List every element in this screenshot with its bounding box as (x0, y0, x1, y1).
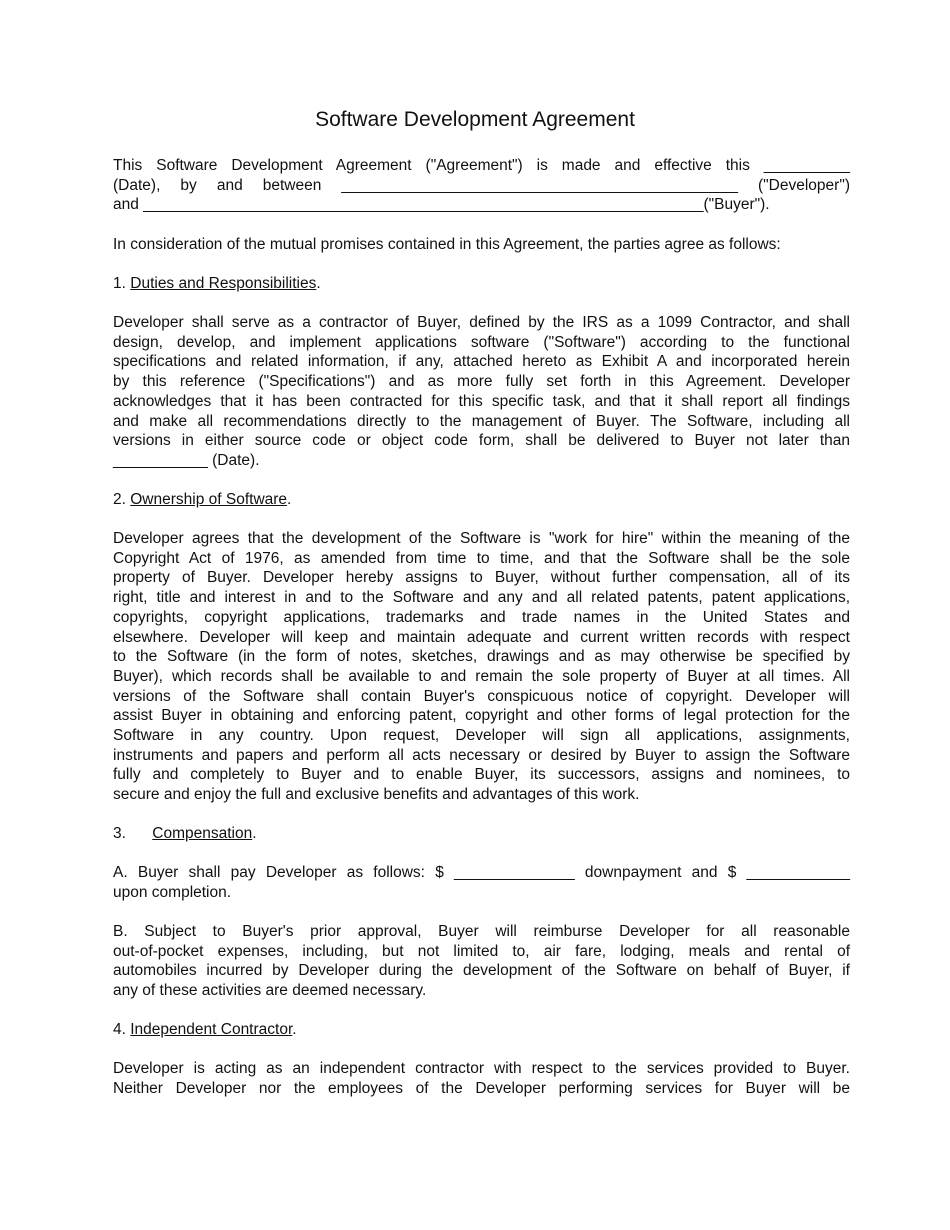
body-line: secure and enjoy the full and exclusive benefits and advantages of this work. (113, 786, 640, 804)
heading-period: . (252, 825, 257, 842)
heading-period: . (287, 491, 292, 508)
body-line: versions in either source code or object code form, shall be delivered to Buyer not later than (113, 432, 850, 450)
body-line: upon completion. (113, 883, 232, 901)
body-line: design, develop, and implement applications software ("Software") according to the functional (113, 333, 850, 351)
consideration-paragraph: In consideration of the mutual promises contained in this Agreement, the parties agree as follows: (113, 236, 781, 253)
body-line: Neither Developer nor the employees of the Developer performing services for Buyer will be (113, 1079, 850, 1097)
section-1-heading (113, 274, 850, 294)
body-line: A. Buyer shall pay Developer as follows: $ ______________ downpayment and $ ____________ (113, 864, 850, 881)
body-line: by this reference ("Specifications") and as more fully set forth in this Agreement. Developer (113, 373, 850, 391)
section-number: 3. (113, 825, 126, 842)
body-line: elsewhere. Developer will keep and maintain adequate and current written records with respect (113, 628, 850, 646)
section-heading: Independent Contractor (130, 1021, 293, 1038)
document-title: Software Development Agreement (315, 108, 635, 131)
section-number: 2. (113, 491, 126, 508)
section-2-body (113, 529, 850, 805)
body-line: Developer agrees that the development of the Software is "work for hire" within the meaning of the (113, 530, 850, 547)
intro-paragraph (113, 156, 850, 215)
section-4-heading (113, 1020, 850, 1040)
section-number: 1. (113, 275, 126, 292)
body-line: copyrights, copyright applications, trademarks and trade names in the United States and (113, 608, 850, 626)
body-line: out-of-pocket expenses, including, but not limited to, air fare, lodging, meals and rental of (113, 942, 850, 960)
intro-line: (Date), by and between ______________________________________________ ("Developer") (113, 176, 850, 194)
body-line: Software in any country. Upon request, Developer will sign all applications, assignments, (113, 727, 850, 745)
section-3-heading (113, 824, 850, 844)
section-heading: Ownership of Software (130, 491, 288, 508)
section-number: 4. (113, 1021, 126, 1038)
section-4-body (113, 1059, 850, 1098)
section-heading: Duties and Responsibilities (130, 275, 317, 292)
body-line: B. Subject to Buyer's prior approval, Buyer will reimburse Developer for all reasonable (113, 923, 850, 940)
body-line: Buyer), which records shall be available to and remain the sole property of Buyer at all times. All (113, 667, 850, 685)
body-line: ___________ (Date). (113, 451, 260, 469)
section-3a-paragraph (113, 863, 850, 902)
body-line: specifications and related information, if any, attached hereto as Exhibit A and incorporated herein (113, 353, 850, 371)
section-1-body (113, 313, 850, 471)
intro-line: This Software Development Agreement ("Agreement") is made and effective this __________ (113, 157, 850, 174)
body-line: acknowledges that it has been contracted for this specific task, and that it shall report all findings (113, 392, 850, 410)
heading-period: . (292, 1021, 297, 1038)
heading-period: . (316, 275, 321, 292)
body-line: to the Software (in the form of notes, sketches, drawings and as may otherwise be specified by (113, 648, 850, 666)
body-line: any of these activities are deemed necessary. (113, 982, 427, 1000)
body-line: versions of the Software shall contain Buyer's conspicuous notice of copyright. Developer will (113, 687, 850, 705)
body-line: Developer is acting as an independent contractor with respect to the services provided to Buyer. (113, 1060, 850, 1077)
body-line: and make all recommendations directly to the management of Buyer. The Software, including all (113, 412, 850, 430)
intro-line: and _________________________________________________________________("Buyer"). (113, 196, 770, 214)
body-line: assist Buyer in obtaining and enforcing patent, copyright and other forms of legal protection for the (113, 707, 850, 725)
section-2-heading (113, 490, 850, 510)
body-line: right, title and interest in and to the Software and any and all related patents, patent applications, (113, 589, 850, 607)
section-3b-paragraph (113, 922, 850, 1001)
body-line: fully and completely to Buyer and to enable Buyer, its successors, assigns and nominees, to (113, 766, 850, 784)
section-heading: Compensation (152, 825, 253, 842)
body-line: Copyright Act of 1976, as amended from time to time, and that the Software shall be the sole (113, 549, 850, 567)
body-line: Developer shall serve as a contractor of Buyer, defined by the IRS as a 1099 Contractor, and shall (113, 314, 850, 331)
body-line: automobiles incurred by Developer during the development of the Software on behalf of Buyer, if (113, 962, 850, 980)
body-line: property of Buyer. Developer hereby assigns to Buyer, without further compensation, all of its (113, 569, 850, 587)
body-line: instruments and papers and perform all acts necessary or desired by Buyer to assign the Software (113, 746, 850, 764)
